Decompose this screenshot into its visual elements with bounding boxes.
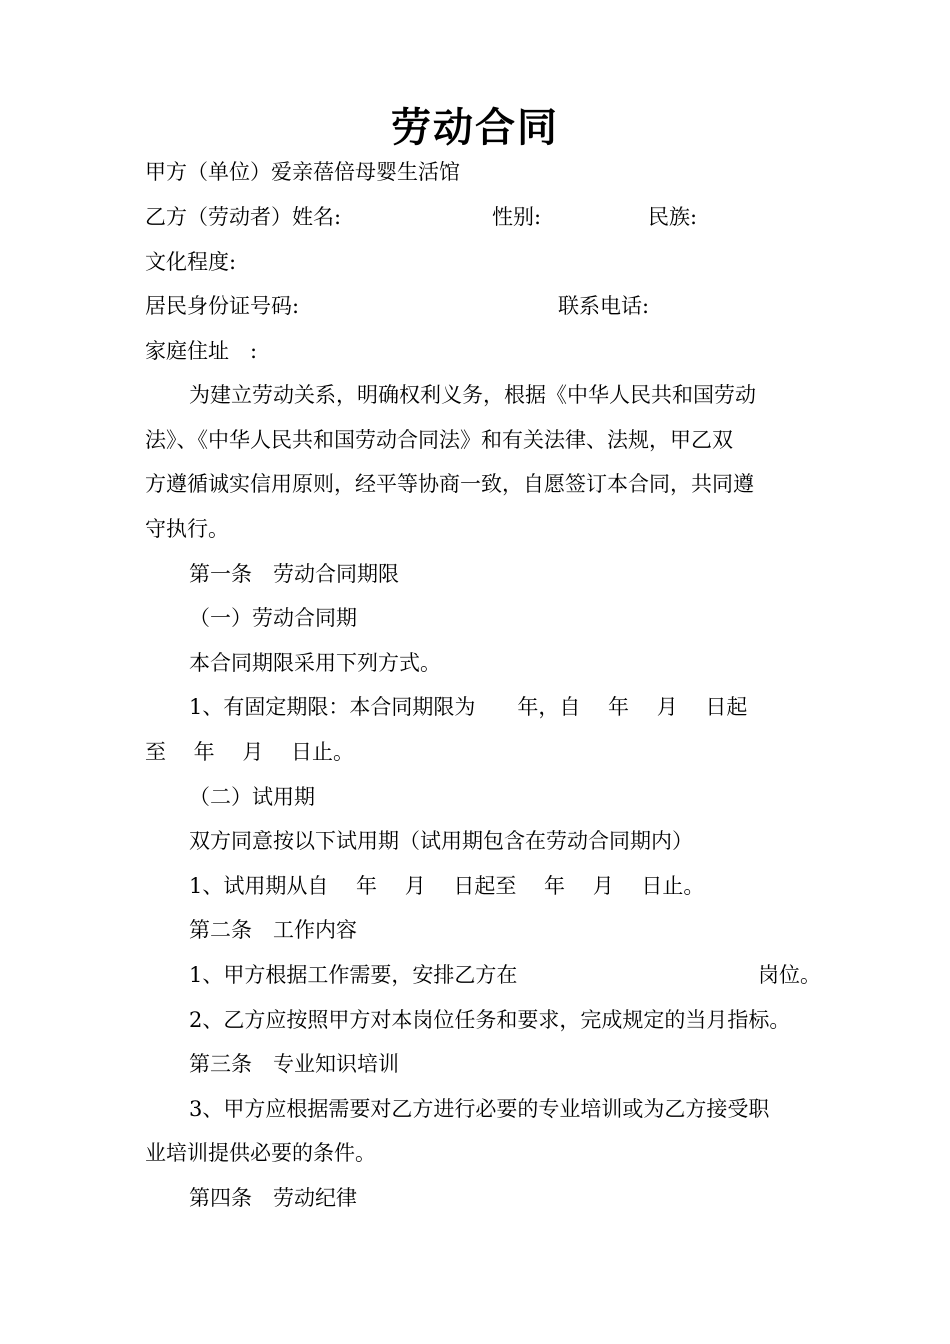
article3-heading: 第三条 专业知识培训 [189,1052,399,1076]
preamble-line: 为建立劳动关系，明确权利义务，根据《中华人民共和国劳动 [189,383,756,407]
article1-fixed-term-line1: 1、有固定期限：本合同期限为 年，自 年 月 日起 [189,695,748,719]
article1-heading: 第一条 劳动合同期限 [189,562,399,586]
article3-item3-line1: 3、甲方应根据需要对乙方进行必要的专业培训或为乙方接受职 [189,1097,770,1121]
article2-heading: 第二条 工作内容 [189,918,357,942]
article3-item3-line2: 业培训提供必要的条件。 [145,1141,376,1165]
article1-mode: 本合同期限采用下列方式。 [189,651,441,675]
preamble-line: 守执行。 [145,517,229,541]
party-b-gender-label: 性别: [492,205,542,229]
article1-fixed-term-line2: 至 年 月 日止。 [145,740,355,764]
article1-sub2: （二）试用期 [189,785,315,809]
article4-heading: 第四条 劳动纪律 [189,1186,357,1210]
party-b-ethnicity-label: 民族: [648,205,698,229]
article2-item2: 2、乙方应按照甲方对本岗位任务和要求，完成规定的当月指标。 [189,1008,791,1032]
article2-item1-right: 岗位。 [758,963,821,987]
article1-sub1: （一）劳动合同期 [189,606,357,630]
address-label: 家庭住址 : [145,339,258,363]
preamble-line: 方遵循诚实信用原则，经平等协商一致，自愿签订本合同，共同遵 [145,472,754,496]
education-label: 文化程度: [145,250,237,274]
party-a-line: 甲方（单位）爱亲蓓倍母婴生活馆 [145,160,460,184]
preamble-line: 法》、《中华人民共和国劳动合同法》和有关法律、法规，甲乙双 [145,428,733,452]
phone-label: 联系电话: [558,294,650,318]
article1-probation-term: 1、试用期从自 年 月 日起至 年 月 日止。 [189,874,705,898]
id-number-label: 居民身份证号码: [145,294,300,318]
party-b-name-label: 乙方（劳动者）姓名: [145,205,342,229]
article1-probation-intro: 双方同意按以下试用期（试用期包含在劳动合同期内） [189,829,693,853]
article2-item1-left: 1、甲方根据工作需要，安排乙方在 [189,963,518,987]
document-title: 劳动合同 [391,104,559,151]
